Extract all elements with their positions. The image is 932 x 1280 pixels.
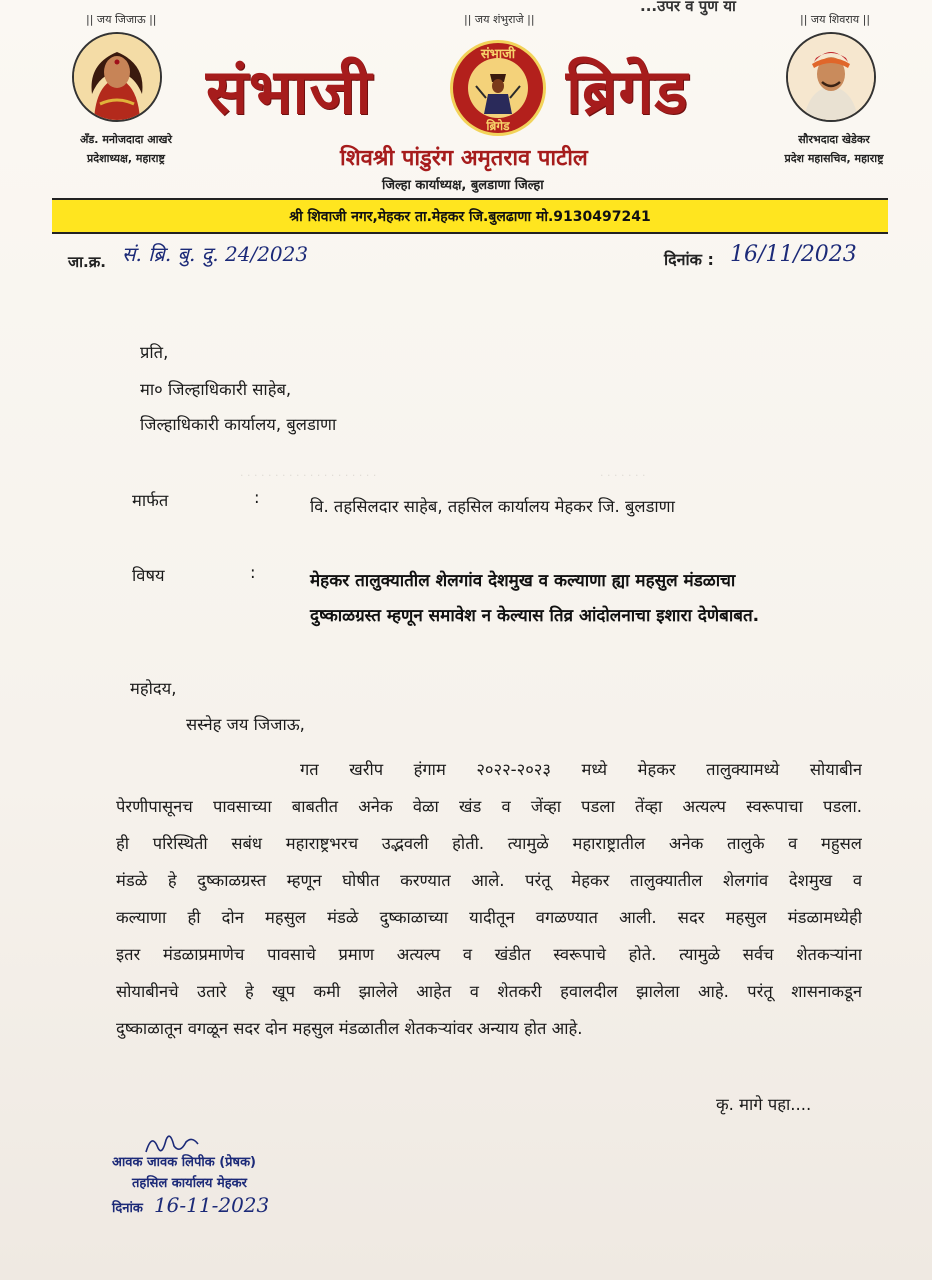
brand-name-right: ब्रिगेड [566, 55, 689, 128]
paragraph-line: ही परिस्थिती सबंध महाराष्ट्रभरच उद्भवली होती. त्यामुळे महाराष्ट्रातील अनेक तालुके व महुसल [116, 834, 862, 853]
paragraph-line: दुष्काळातून वगळून सदर दोन महसुल मंडळातील शेतकऱ्यांवर अन्याय होत आहे. [116, 1019, 583, 1038]
paragraph-line: सोयाबीनचे उतारे हे खूप कमी झालेले आहेत व शेतकरी हवालदील झालेला आहे. परंतू शासनाकडून [116, 982, 862, 1001]
via-value: वि. तहसिलदार साहेब, तहसिल कार्यालय मेहकर जि. बुलडाणा [310, 497, 675, 516]
center-slogan: || जय शंभुराजे || [464, 13, 535, 26]
date-label: दिनांक : [664, 250, 714, 269]
stamp-date-label: दिनांक [112, 1201, 143, 1216]
left-portrait-image [72, 32, 162, 122]
reference-label: जा.क्र. [68, 253, 106, 271]
receipt-stamp [112, 1136, 269, 1217]
president-name: शिवश्री पांडुरंग अमृतराव पाटील [340, 146, 588, 171]
subject-label: विषय [132, 566, 165, 585]
greeting: सस्नेह जय जिजाऊ, [186, 715, 305, 734]
left-slogan: || जय जिजाऊ || [86, 13, 157, 26]
via-label: मार्फत [132, 491, 169, 510]
recipient-line-2: जिल्हाधिकारी कार्यालय, बुलडाणा [140, 415, 337, 434]
organization-emblem-logo [448, 38, 548, 138]
recipient-prati: प्रति, [140, 343, 169, 362]
subject-line-1: मेहकर तालुक्यातील शेलगांव देशमुख व कल्याणा ह्या महसुल मंडळाचा [310, 571, 736, 591]
emblem-text-top: संभाजी [480, 47, 516, 62]
stamp-date-row [112, 1193, 269, 1217]
salutation: महोदय, [130, 679, 177, 698]
paragraph-line: मंडळे हे दुष्काळग्रस्त म्हणून घोषीत करण्यात आले. परंतू मेहकर तालुक्यातील शेलगांव देशमुख व [116, 871, 862, 890]
stamp-line-2: तहसिल कार्यालय मेहकर [132, 1176, 247, 1191]
brand-name-left: संभाजी [206, 55, 373, 128]
recipient-line-1: मा० जिल्हाधिकारी साहेब, [140, 380, 292, 399]
subject-colon: : [250, 563, 256, 582]
address-text: श्री शिवाजी नगर,मेहकर ता.मेहकर जि.बुलढाणा मो.9130497241 [289, 209, 651, 225]
date-handwritten: 16/11/2023 [730, 242, 857, 267]
subject-line-2: दुष्काळग्रस्त म्हणून समावेश न केल्यास तिव्र आंदोलनाचा इशारा देणेबाबत. [310, 606, 760, 626]
stamp-date-handwritten: 16-11-2023 [153, 1193, 270, 1217]
right-slogan: || जय शिवराय || [800, 13, 871, 26]
right-person-title: प्रदेश महासचिव, महाराष्ट्र [784, 152, 884, 165]
continue-overleaf-note: कृ. मागे पहा.... [716, 1095, 812, 1114]
left-person-block [36, 132, 216, 166]
right-person-name: सौरभदादा खेडेकर [798, 133, 870, 146]
via-colon: : [254, 488, 260, 507]
bleed-through-text: . . . . . . . [600, 466, 646, 479]
paragraph-line: गत खरीप हंगाम २०२२-२०२३ मध्ये मेहकर तालुक्यामध्ये सोयाबीन [300, 760, 862, 779]
reference-number-handwritten: सं. ब्रि. बु. दु. 24/2023 [122, 242, 309, 266]
president-designation: जिल्हा कार्याध्यक्ष, बुलडाणा जिल्हा [382, 178, 544, 193]
stamp-line-1: आवक जावक लिपीक (प्रेषक) [112, 1155, 256, 1170]
paragraph-line: इतर मंडळाप्रमाणेच पावसाचे प्रमाण अत्यल्प व खंडीत स्वरूपाचे होते. त्यामुळे सर्वच शेतकऱ्यांना [116, 945, 862, 964]
left-person-name: अँड. मनोजदादा आखरे [80, 133, 172, 146]
right-person-block [744, 132, 924, 166]
bleed-through-text: . . . . . . . . . . . . . . . . . . . . [240, 466, 377, 479]
signature-scribble [142, 1130, 202, 1160]
top-fragment-text: ...उपर व पुण या [640, 0, 736, 15]
emblem-text-bottom: ब्रिगेड [486, 119, 510, 133]
right-portrait-image [786, 32, 876, 122]
address-bar [52, 198, 888, 234]
paragraph-line: पेरणीपासूनच पावसाच्या बाबतीत अनेक वेळा खंड व जेंव्हा पडला तेंव्हा अत्यल्प स्वरूपाचा पडला. [116, 797, 862, 816]
left-person-title: प्रदेशाध्यक्ष, महाराष्ट्र [87, 152, 165, 165]
paragraph-line: कल्याणा ही दोन महसुल मंडळे दुष्काळाच्या यादीतून वगळण्यात आली. सदर महसुल मंडळामध्येही [116, 908, 862, 927]
